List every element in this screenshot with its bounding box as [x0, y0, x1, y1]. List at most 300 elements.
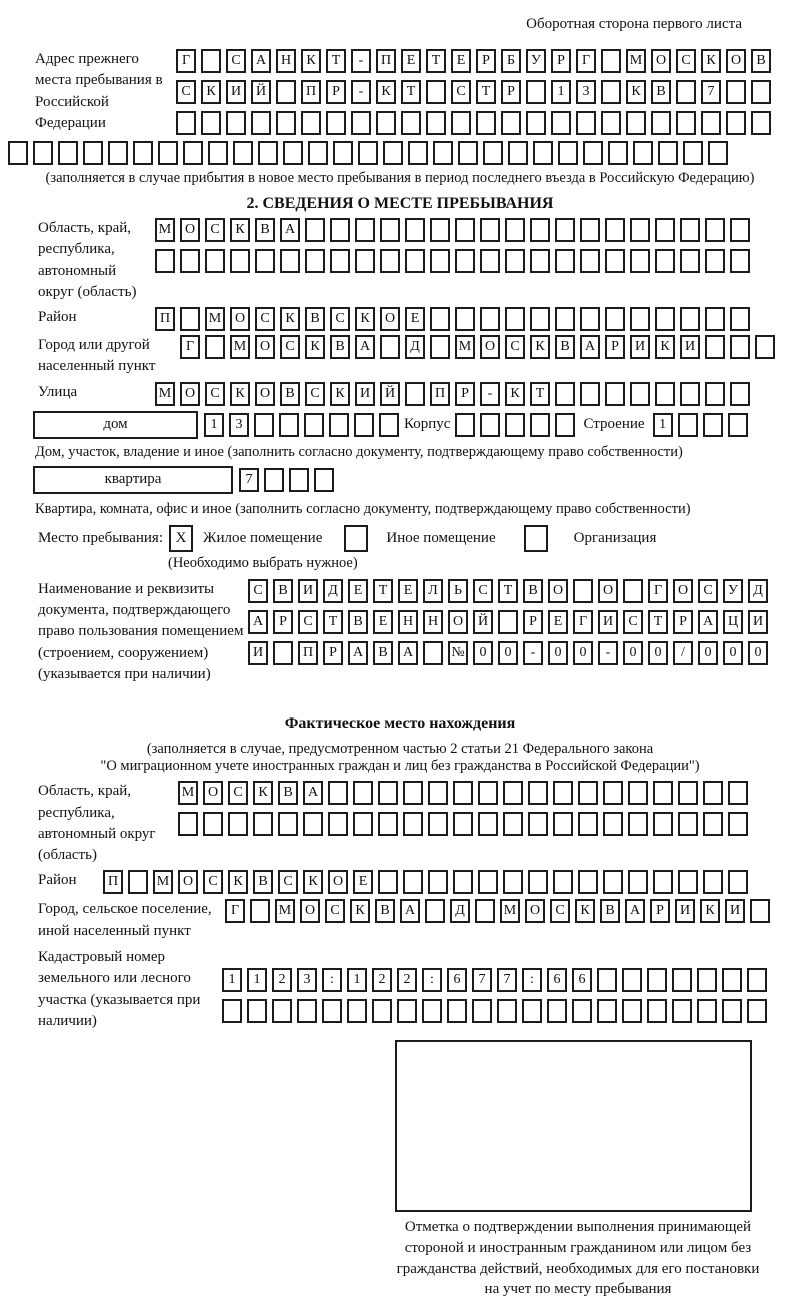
char-box: А: [355, 335, 375, 359]
char-box: [601, 111, 621, 135]
char-box: С: [255, 307, 275, 331]
field-korpus[interactable]: [455, 413, 575, 437]
char-box: [426, 111, 446, 135]
char-box: [705, 335, 725, 359]
char-box: Г: [225, 899, 245, 923]
field-house-number[interactable]: [204, 413, 399, 437]
char-box: Т: [530, 382, 550, 406]
char-box: Д: [748, 579, 768, 603]
char-box: 0: [473, 641, 493, 665]
char-box: [553, 870, 573, 894]
char-box: О: [180, 382, 200, 406]
char-box: [355, 218, 375, 242]
char-box: И: [226, 80, 246, 104]
char-box: С: [676, 49, 696, 73]
char-box: В: [253, 870, 273, 894]
char-box: Е: [451, 49, 471, 73]
char-box: [330, 249, 350, 273]
char-box: А: [303, 781, 323, 805]
char-box: /: [673, 641, 693, 665]
char-box: [480, 249, 500, 273]
char-box: [378, 812, 398, 836]
char-box: [573, 579, 593, 603]
char-box: И: [680, 335, 700, 359]
char-box: [653, 781, 673, 805]
char-box: [279, 413, 299, 437]
char-box: [430, 249, 450, 273]
region-block: [38, 218, 800, 303]
char-box: К: [355, 307, 375, 331]
district-label: Район: [38, 309, 77, 326]
char-box: [405, 382, 425, 406]
char-box: [483, 141, 503, 165]
char-box: [728, 781, 748, 805]
option-residential-label: Жилое помещение: [203, 529, 323, 546]
char-box: И: [248, 641, 268, 665]
char-box: [533, 141, 553, 165]
district-block: [38, 307, 800, 331]
document-block: [38, 579, 800, 685]
char-box: О: [300, 899, 320, 923]
char-box: [475, 899, 495, 923]
char-box: Р: [551, 49, 571, 73]
char-box: [703, 781, 723, 805]
char-box: [683, 141, 703, 165]
char-box: [608, 141, 628, 165]
char-box: [630, 249, 650, 273]
char-box: О: [726, 49, 746, 73]
char-box: [322, 999, 342, 1023]
char-box: [497, 999, 517, 1023]
char-box: Р: [523, 610, 543, 634]
char-box: 1: [222, 968, 242, 992]
char-box: 0: [623, 641, 643, 665]
field-region-row-2[interactable]: [155, 249, 750, 273]
field-apartment-number[interactable]: [239, 468, 334, 492]
char-box: -: [523, 641, 543, 665]
char-box: Б: [501, 49, 521, 73]
char-box: К: [376, 80, 396, 104]
char-box: [530, 307, 550, 331]
char-box: [551, 111, 571, 135]
apartment-note: Квартира, комната, офис и иное (заполнить согласно документу, подтверждающему право собственности): [35, 500, 691, 517]
char-box: [403, 812, 423, 836]
field-document-row-1[interactable]: [248, 579, 768, 603]
char-box: И: [630, 335, 650, 359]
char-box: [498, 610, 518, 634]
char-box: [380, 335, 400, 359]
char-box: Р: [326, 80, 346, 104]
char-box: [480, 413, 500, 437]
char-box: М: [155, 382, 175, 406]
char-box: К: [505, 382, 525, 406]
char-box: [326, 111, 346, 135]
char-box: [251, 111, 271, 135]
char-box: И: [675, 899, 695, 923]
char-box: [503, 870, 523, 894]
char-box: [553, 781, 573, 805]
char-box: Й: [473, 610, 493, 634]
char-box: [451, 111, 471, 135]
char-box: Г: [576, 49, 596, 73]
apartment-type-box[interactable]: квартира: [33, 466, 233, 494]
char-box: Т: [498, 579, 518, 603]
char-box: [183, 141, 203, 165]
char-box: Т: [401, 80, 421, 104]
char-box: [603, 870, 623, 894]
char-box: С: [205, 218, 225, 242]
char-box: [503, 781, 523, 805]
char-box: А: [580, 335, 600, 359]
char-box: [505, 218, 525, 242]
char-box: Р: [673, 610, 693, 634]
char-box: [558, 141, 578, 165]
char-box: С: [280, 335, 300, 359]
char-box: [351, 111, 371, 135]
char-box: [703, 413, 723, 437]
char-box: К: [230, 218, 250, 242]
char-box: В: [255, 218, 275, 242]
char-box: Р: [455, 382, 475, 406]
char-box: [354, 413, 374, 437]
char-box: В: [278, 781, 298, 805]
checkbox-organization[interactable]: [524, 525, 548, 552]
char-box: О: [380, 307, 400, 331]
char-box: С: [698, 579, 718, 603]
char-box: [176, 111, 196, 135]
actual-region-label: Область, край, республика, автономный округ (область): [38, 783, 156, 864]
field-region-row-1[interactable]: [155, 218, 750, 242]
char-box: [372, 999, 392, 1023]
char-box: [703, 812, 723, 836]
char-box: К: [230, 382, 250, 406]
char-box: [380, 249, 400, 273]
char-box: Н: [398, 610, 418, 634]
char-box: [605, 218, 625, 242]
char-box: [128, 870, 148, 894]
char-box: [722, 999, 742, 1023]
char-box: А: [625, 899, 645, 923]
char-box: [180, 249, 200, 273]
char-box: [580, 249, 600, 273]
char-box: [605, 307, 625, 331]
char-box: Е: [353, 870, 373, 894]
char-box: В: [751, 49, 771, 73]
char-box: [730, 218, 750, 242]
char-box: О: [525, 899, 545, 923]
char-box: [276, 111, 296, 135]
char-box: Е: [373, 610, 393, 634]
char-box: Р: [273, 610, 293, 634]
char-box: [455, 218, 475, 242]
char-box: Е: [405, 307, 425, 331]
char-box: 0: [698, 641, 718, 665]
char-box: [747, 999, 767, 1023]
region-rows: [155, 218, 750, 273]
char-box: [651, 111, 671, 135]
field-document-row-2[interactable]: [248, 610, 768, 634]
char-box: [503, 812, 523, 836]
char-box: М: [626, 49, 646, 73]
char-box: [653, 870, 673, 894]
char-box: -: [598, 641, 618, 665]
char-box: №: [448, 641, 468, 665]
char-box: С: [278, 870, 298, 894]
char-box: В: [330, 335, 350, 359]
char-box: [628, 781, 648, 805]
char-box: [303, 812, 323, 836]
char-box: [623, 579, 643, 603]
char-box: [226, 111, 246, 135]
char-box: [750, 899, 770, 923]
char-box: 0: [723, 641, 743, 665]
char-box: [422, 999, 442, 1023]
char-box: [572, 999, 592, 1023]
char-box: М: [153, 870, 173, 894]
house-type-box[interactable]: дом: [33, 411, 198, 439]
char-box: В: [348, 610, 368, 634]
char-box: [304, 413, 324, 437]
char-box: [455, 307, 475, 331]
char-box: [728, 413, 748, 437]
char-box: -: [480, 382, 500, 406]
char-box: [430, 307, 450, 331]
field-prev-address-row-2[interactable]: [176, 80, 771, 104]
char-box: Р: [501, 80, 521, 104]
char-box: [201, 111, 221, 135]
char-box: 1: [347, 968, 367, 992]
char-box: [701, 111, 721, 135]
char-box: О: [598, 579, 618, 603]
actual-region-rows: [178, 781, 748, 836]
char-box: [678, 413, 698, 437]
char-box: 2: [372, 968, 392, 992]
char-box: [653, 812, 673, 836]
checkbox-residential[interactable]: X: [169, 525, 193, 552]
char-box: [433, 141, 453, 165]
char-box: О: [548, 579, 568, 603]
char-box: [455, 249, 475, 273]
stroenie-label: Строение: [583, 416, 645, 433]
char-box: [58, 141, 78, 165]
char-box: [751, 80, 771, 104]
char-box: [630, 218, 650, 242]
char-box: [672, 968, 692, 992]
char-box: 7: [497, 968, 517, 992]
char-box: Е: [398, 579, 418, 603]
char-box: С: [298, 610, 318, 634]
char-box: В: [273, 579, 293, 603]
field-stroenie[interactable]: [653, 413, 748, 437]
char-box: [553, 812, 573, 836]
char-box: Д: [405, 335, 425, 359]
char-box: [201, 49, 221, 73]
prev-address-rows: [176, 49, 771, 135]
stay-place-row: [38, 525, 800, 552]
char-box: [478, 870, 498, 894]
char-box: Т: [426, 49, 446, 73]
char-box: К: [301, 49, 321, 73]
char-box: [603, 781, 623, 805]
char-box: [722, 968, 742, 992]
char-box: Т: [476, 80, 496, 104]
char-box: 6: [447, 968, 467, 992]
char-box: [526, 111, 546, 135]
char-box: В: [375, 899, 395, 923]
field-prev-address-row-4[interactable]: [8, 141, 800, 165]
char-box: 3: [297, 968, 317, 992]
field-prev-address-row-3[interactable]: [176, 111, 771, 135]
char-box: [633, 141, 653, 165]
field-cadastral-row-2[interactable]: [222, 999, 767, 1023]
char-box: Л: [423, 579, 443, 603]
field-district[interactable]: [155, 307, 750, 331]
char-box: П: [155, 307, 175, 331]
char-box: К: [303, 870, 323, 894]
char-box: [505, 307, 525, 331]
char-box: [703, 870, 723, 894]
char-box: Т: [648, 610, 668, 634]
char-box: [480, 218, 500, 242]
char-box: И: [355, 382, 375, 406]
char-box: К: [700, 899, 720, 923]
char-box: [405, 218, 425, 242]
char-box: [301, 111, 321, 135]
char-box: [530, 413, 550, 437]
char-box: [751, 111, 771, 135]
char-box: 0: [573, 641, 593, 665]
stay-place-note: (Необходимо выбрать нужное): [168, 554, 358, 571]
char-box: [580, 218, 600, 242]
char-box: [273, 641, 293, 665]
char-box: [678, 781, 698, 805]
char-box: С: [176, 80, 196, 104]
char-box: [308, 141, 328, 165]
char-box: П: [301, 80, 321, 104]
char-box: [250, 899, 270, 923]
char-box: [622, 999, 642, 1023]
char-box: [430, 218, 450, 242]
field-document-row-3[interactable]: [248, 641, 768, 665]
char-box: [597, 968, 617, 992]
char-box: [705, 249, 725, 273]
field-cadastral-row-1[interactable]: [222, 968, 767, 992]
char-box: [522, 999, 542, 1023]
char-box: [528, 781, 548, 805]
char-box: [8, 141, 28, 165]
char-box: М: [205, 307, 225, 331]
char-box: [403, 781, 423, 805]
char-box: [755, 335, 775, 359]
char-box: [730, 382, 750, 406]
char-box: И: [298, 579, 318, 603]
char-box: Ц: [723, 610, 743, 634]
char-box: Т: [373, 579, 393, 603]
char-box: [423, 641, 443, 665]
char-box: А: [400, 899, 420, 923]
actual-location-note-1: (заполняется в случае, предусмотренном частью 2 статьи 21 Федерального закона: [146, 741, 654, 758]
char-box: [83, 141, 103, 165]
char-box: :: [422, 968, 442, 992]
char-box: [205, 335, 225, 359]
char-box: С: [203, 870, 223, 894]
checkbox-other-premises[interactable]: [344, 525, 368, 552]
char-box: [628, 870, 648, 894]
char-box: [578, 812, 598, 836]
char-box: [728, 870, 748, 894]
char-box: [353, 781, 373, 805]
char-box: М: [230, 335, 250, 359]
char-box: [647, 968, 667, 992]
char-box: Е: [348, 579, 368, 603]
char-box: [353, 812, 373, 836]
char-box: В: [305, 307, 325, 331]
char-box: С: [305, 382, 325, 406]
char-box: У: [526, 49, 546, 73]
field-actual-city[interactable]: [225, 899, 770, 923]
char-box: [289, 468, 309, 492]
char-box: [680, 218, 700, 242]
char-box: А: [251, 49, 271, 73]
char-box: Г: [176, 49, 196, 73]
char-box: Т: [323, 610, 343, 634]
char-box: [472, 999, 492, 1023]
field-actual-district[interactable]: [103, 870, 748, 894]
char-box: И: [725, 899, 745, 923]
char-box: Ь: [448, 579, 468, 603]
char-box: [108, 141, 128, 165]
char-box: [578, 781, 598, 805]
char-box: 1: [247, 968, 267, 992]
char-box: [247, 999, 267, 1023]
char-box: М: [500, 899, 520, 923]
char-box: [728, 812, 748, 836]
char-box: [678, 870, 698, 894]
char-box: [297, 999, 317, 1023]
char-box: С: [451, 80, 471, 104]
field-city[interactable]: [180, 335, 775, 359]
char-box: [428, 812, 448, 836]
char-box: [264, 468, 284, 492]
char-box: 1: [653, 413, 673, 437]
char-box: [680, 382, 700, 406]
field-actual-region-row-2[interactable]: [178, 812, 748, 836]
char-box: [655, 382, 675, 406]
prev-address-label: Адрес прежнего места пребывания в Российской Федерации: [35, 51, 163, 131]
char-box: А: [348, 641, 368, 665]
char-box: [676, 111, 696, 135]
char-box: [576, 111, 596, 135]
char-box: [478, 812, 498, 836]
apartment-row: [33, 466, 800, 494]
char-box: [526, 80, 546, 104]
field-street[interactable]: [155, 382, 750, 406]
char-box: К: [701, 49, 721, 73]
field-actual-region-row-1[interactable]: [178, 781, 748, 805]
char-box: С: [325, 899, 345, 923]
actual-district-label: Район: [38, 872, 77, 889]
char-box: [428, 781, 448, 805]
char-box: [178, 812, 198, 836]
field-prev-address-row-1[interactable]: [176, 49, 771, 73]
char-box: [401, 111, 421, 135]
char-box: С: [248, 579, 268, 603]
char-box: В: [600, 899, 620, 923]
char-box: В: [651, 80, 671, 104]
char-box: [255, 249, 275, 273]
char-box: Д: [450, 899, 470, 923]
char-box: [583, 141, 603, 165]
